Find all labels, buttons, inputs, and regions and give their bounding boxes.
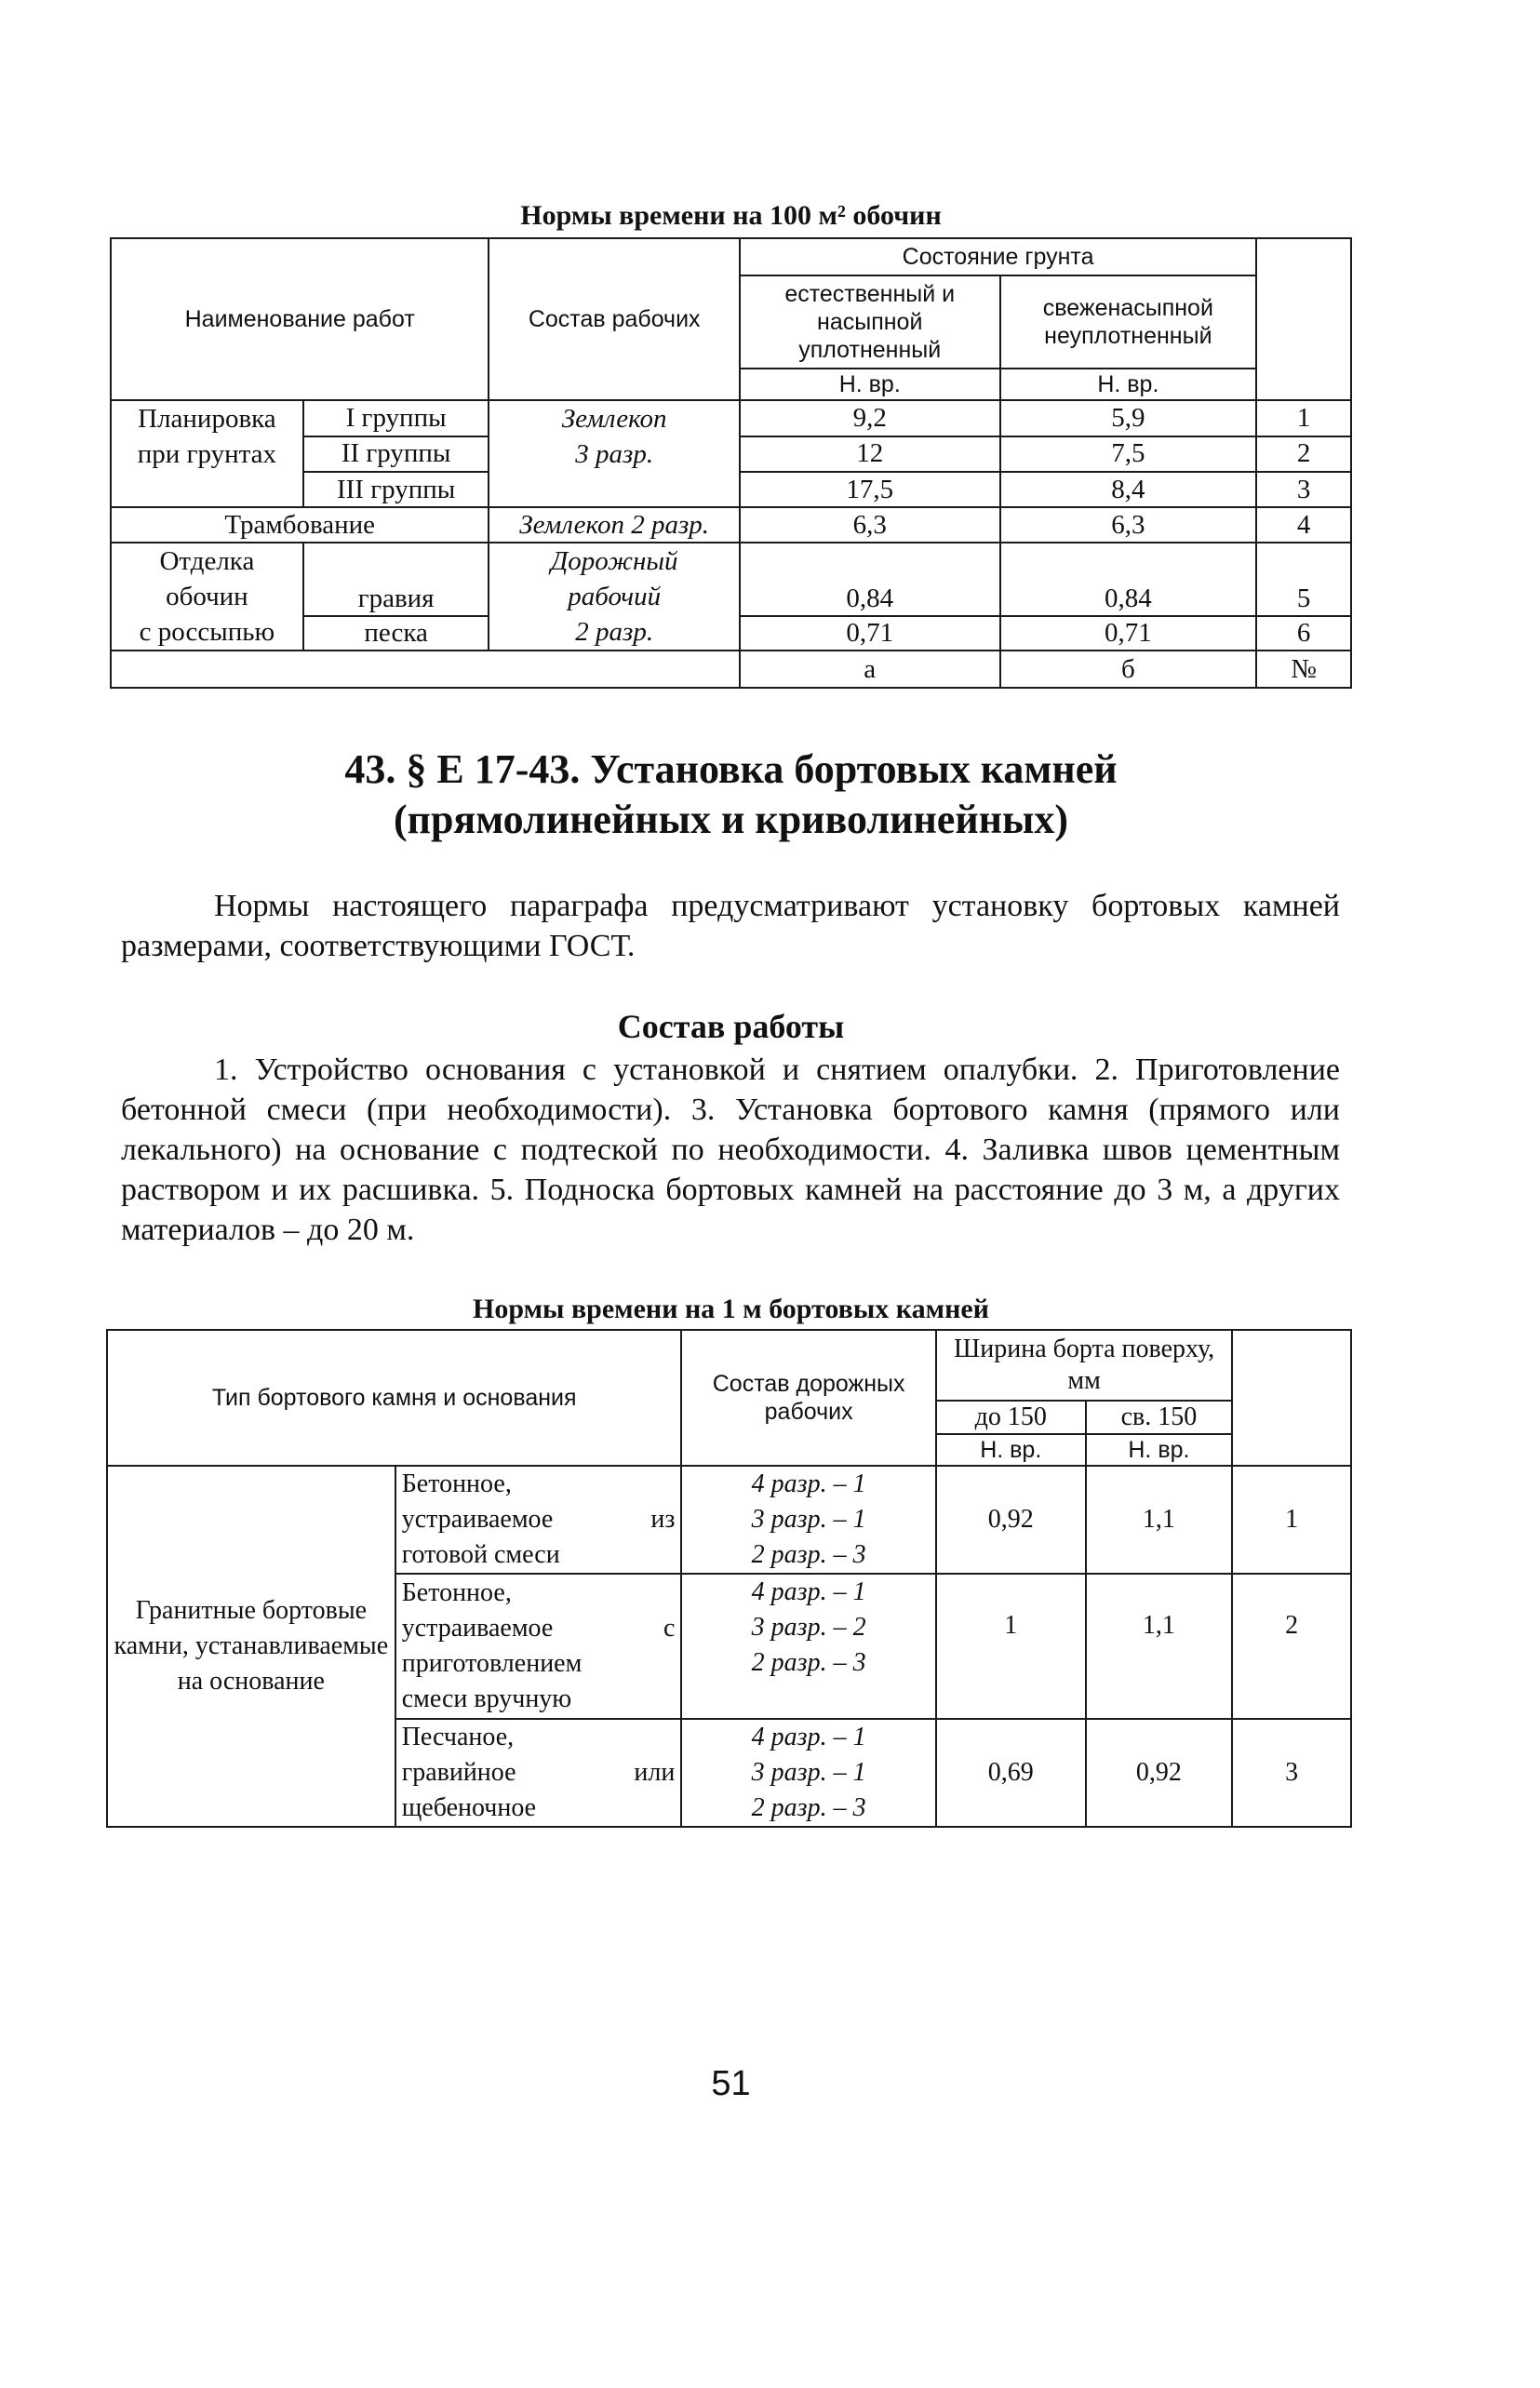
crew-planning-line2: 3 разр. xyxy=(575,439,654,469)
value-2b: 7,5 xyxy=(1000,436,1257,473)
header-nvr-b: Н. вр. xyxy=(1000,369,1257,400)
header-type: Тип бортового камня и основания xyxy=(107,1330,681,1466)
footer-blank xyxy=(111,651,740,688)
header-crew: Состав дорожных рабочих xyxy=(681,1330,936,1466)
crew-1-line3: 2 разр. – 3 xyxy=(751,1540,866,1569)
finishing-label-line3: с россыпью xyxy=(139,617,275,647)
base-1 xyxy=(395,1466,682,1574)
header-width: Ширина борта поверху, мм xyxy=(936,1330,1232,1401)
intro-paragraph: Нормы настоящего параграфа предусматривают установку бортовых камней размерами, соответствующими ГОСТ. xyxy=(121,889,1340,963)
base-2-line3: приготовлением xyxy=(401,1649,583,1678)
base-3-line3: щебеночное xyxy=(401,1793,537,1822)
finishing-label-line2: обочин xyxy=(166,582,248,611)
crew-2 xyxy=(681,1574,936,1719)
base-3-word-a: гравийное xyxy=(401,1758,516,1787)
row-number-1: 1 xyxy=(1256,400,1351,436)
group-3-label: III группы xyxy=(303,472,489,507)
crew-2-line1: 4 разр. – 1 xyxy=(751,1577,866,1606)
planning-label-line1: Планировка xyxy=(138,404,276,434)
base-2-word-a: устраиваемое xyxy=(401,1614,554,1643)
value-1a: 0,92 xyxy=(936,1466,1086,1574)
tamping-label: Трамбование xyxy=(111,507,489,543)
footer-num-sign: № xyxy=(1256,651,1351,688)
row-number-1: 1 xyxy=(1232,1466,1351,1574)
value-2a: 1 xyxy=(936,1574,1086,1719)
table2 xyxy=(106,1329,1352,1828)
gravel-label: гравия xyxy=(303,543,489,616)
header-crew: Состав рабочих xyxy=(489,238,740,400)
value-6b: 0,71 xyxy=(1000,616,1257,651)
table1 xyxy=(110,237,1352,689)
header-col-b: свеженасыпной неуплотненный xyxy=(1000,275,1257,369)
row-number-6: 6 xyxy=(1256,616,1351,651)
table1-caption: Нормы времени на 100 м² обочин xyxy=(520,200,942,231)
work-composition-title: Состав работы xyxy=(617,1008,845,1045)
value-3a: 0,69 xyxy=(936,1719,1086,1827)
section-title-line2: (прямолинейных и криволинейных) xyxy=(393,796,1069,842)
header-over150: св. 150 xyxy=(1086,1401,1233,1434)
crew-3-line2: 3 разр. – 1 xyxy=(751,1758,866,1787)
base-1-line2 xyxy=(402,1502,676,1537)
crew-1-line1: 4 разр. – 1 xyxy=(751,1469,866,1498)
base-1-word-a: устраиваемое xyxy=(401,1505,554,1534)
crew-finishing-line2: рабочий xyxy=(568,582,662,611)
sand-label: песка xyxy=(303,616,489,651)
crew-finishing-line1: Дорожный xyxy=(550,546,678,576)
value-4a: 6,3 xyxy=(740,507,1000,543)
header-nvr-b: Н. вр. xyxy=(1086,1434,1233,1466)
value-1b: 5,9 xyxy=(1000,400,1257,436)
crew-finishing-line3: 2 разр. xyxy=(575,617,654,647)
row-number-5: 5 xyxy=(1256,543,1351,616)
crew-2-line2: 3 разр. – 2 xyxy=(751,1613,866,1642)
value-5a: 0,84 xyxy=(740,543,1000,616)
row-number-2: 2 xyxy=(1256,436,1351,473)
work-composition-text: 1. Устройство основания с установкой и снятием опалубки. 2. Приготовление бетонной смеси (при необходимости). 3. Установка бортового камня (прямого или лекального) на основание с подтеской по необходимости. 4. Заливка швов цементным раствором и их расшивка. 5. Подноска бортовых камней на расстояние до 3 м, а других материалов – до 20 м. xyxy=(121,1053,1340,1247)
base-2-line4: смеси вручную xyxy=(401,1684,572,1713)
base-2-line1: Бетонное, xyxy=(401,1578,512,1607)
base-1-line1: Бетонное, xyxy=(401,1469,512,1498)
crew-planning xyxy=(489,400,740,507)
value-3b: 8,4 xyxy=(1000,472,1257,507)
crew-tamping: Землекоп 2 разр. xyxy=(489,507,740,543)
header-work-name: Наименование работ xyxy=(111,238,489,400)
header-nvr-a: Н. вр. xyxy=(936,1434,1086,1466)
value-3b: 0,92 xyxy=(1086,1719,1233,1827)
crew-1 xyxy=(681,1466,936,1574)
planning-label-line2: при грунтах xyxy=(137,439,277,469)
table2-caption: Нормы времени на 1 м бортовых камней xyxy=(473,1294,989,1324)
row-number-4: 4 xyxy=(1256,507,1351,543)
value-5b: 0,84 xyxy=(1000,543,1257,616)
base-3-line2 xyxy=(402,1755,676,1791)
row-number-2: 2 xyxy=(1232,1574,1351,1719)
base-1-line3: готовой смеси xyxy=(401,1540,560,1569)
footer-col-a: а xyxy=(740,651,1000,688)
header-num-blank xyxy=(1256,238,1351,400)
row-number-3: 3 xyxy=(1256,472,1351,507)
value-6a: 0,71 xyxy=(740,616,1000,651)
group-label: Гранитные бортовые камни, устанавливаемые на основание xyxy=(107,1466,395,1827)
group-1-label: I группы xyxy=(303,400,489,436)
crew-finishing xyxy=(489,543,740,651)
finishing-label-line1: Отделка xyxy=(159,546,255,576)
page-number: 51 xyxy=(711,2064,751,2103)
section-title xyxy=(110,745,1352,844)
value-3a: 17,5 xyxy=(740,472,1000,507)
row-number-3: 3 xyxy=(1232,1719,1351,1827)
section-title-line1: 43. § Е 17-43. Установка бортовых камней xyxy=(344,746,1118,792)
base-3-word-b: или xyxy=(634,1758,676,1787)
header-soil-state: Состояние грунта xyxy=(740,238,1256,275)
crew-planning-line1: Землекоп xyxy=(561,404,667,434)
header-to150: до 150 xyxy=(936,1401,1086,1434)
header-col-a: естественный и насыпной уплотненный xyxy=(740,275,1000,369)
value-1a: 9,2 xyxy=(740,400,1000,436)
crew-3-line1: 4 разр. – 1 xyxy=(751,1723,866,1751)
header-num-blank xyxy=(1232,1330,1351,1466)
base-2-word-b: с xyxy=(663,1614,676,1643)
base-2-line2 xyxy=(402,1611,676,1646)
base-3-line1: Песчаное, xyxy=(401,1723,515,1751)
value-4b: 6,3 xyxy=(1000,507,1257,543)
value-1b: 1,1 xyxy=(1086,1466,1233,1574)
base-2 xyxy=(395,1574,682,1719)
row-planning-label xyxy=(111,400,303,472)
base-1-word-b: из xyxy=(650,1505,676,1534)
footer-col-b: б xyxy=(1000,651,1257,688)
value-2b: 1,1 xyxy=(1086,1574,1233,1719)
value-2a: 12 xyxy=(740,436,1000,473)
group-2-label: II группы xyxy=(303,436,489,473)
header-nvr-a: Н. вр. xyxy=(740,369,1000,400)
crew-3-line3: 2 разр. – 3 xyxy=(751,1793,866,1822)
crew-1-line2: 3 разр. – 1 xyxy=(751,1505,866,1534)
crew-2-line3: 2 разр. – 3 xyxy=(751,1648,866,1677)
crew-3 xyxy=(681,1719,936,1827)
planning-label-blank xyxy=(111,472,303,507)
base-3 xyxy=(395,1719,682,1827)
finishing-label xyxy=(111,543,303,651)
